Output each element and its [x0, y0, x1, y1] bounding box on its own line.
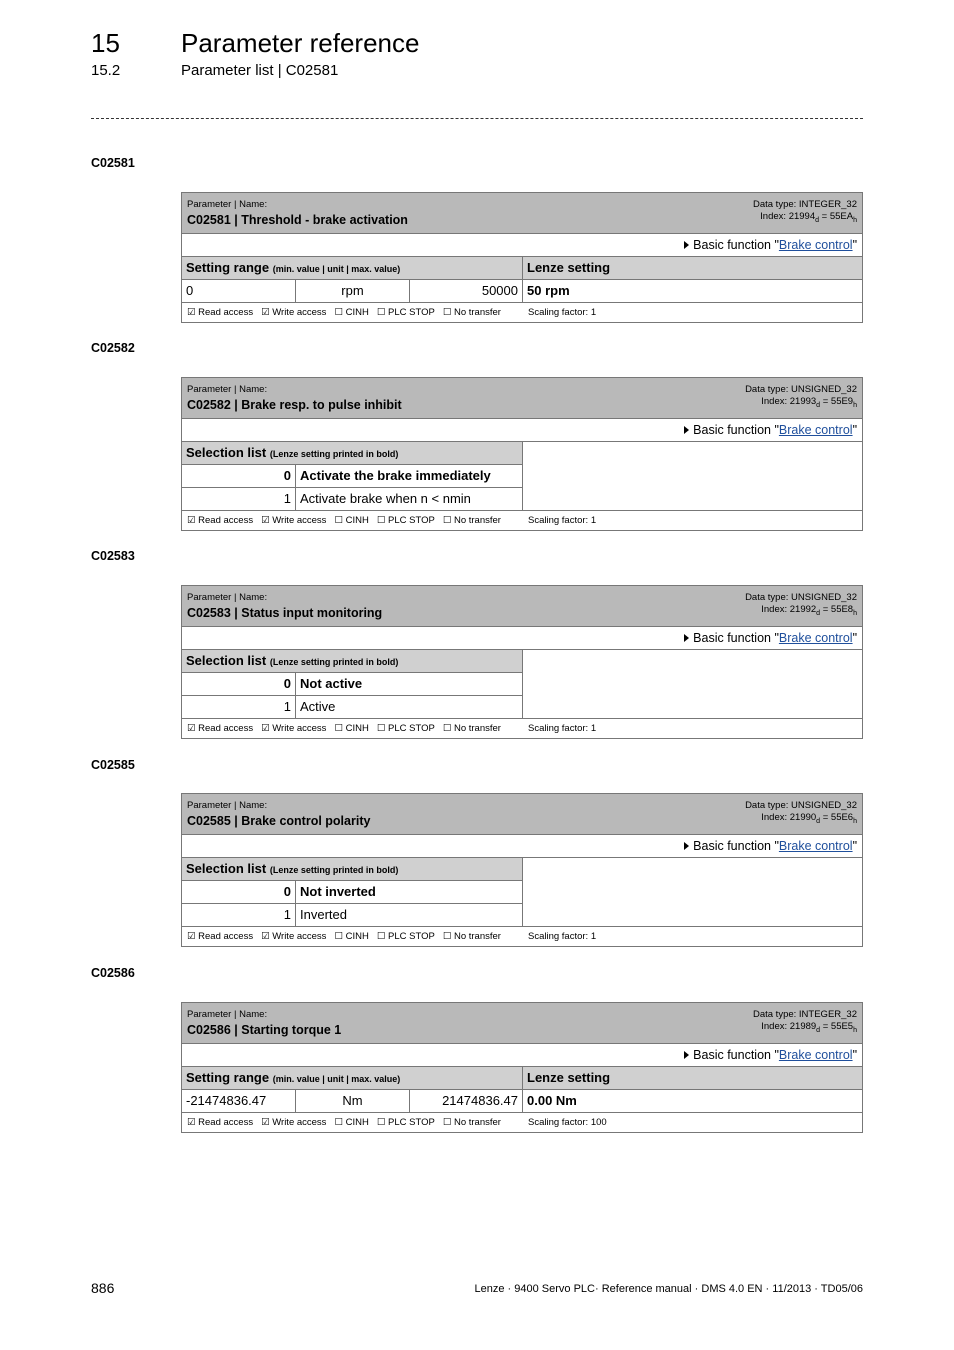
param-index: Index: $21992_d = 55E8_h$ [761, 604, 857, 617]
scaling-factor: Scaling factor: 100 [528, 1117, 607, 1128]
page-number: 886 [91, 1280, 115, 1296]
lenze-setting: 50 rpm [527, 283, 570, 298]
min-value: 0 [182, 280, 296, 302]
data-type: Data type: UNSIGNED_32 [745, 800, 857, 811]
unit: Nm [296, 1090, 410, 1112]
basic-function-row: Basic function "Brake control" [182, 1044, 862, 1067]
param-table-c02585 [181, 793, 863, 947]
brake-control-link[interactable]: Brake control [778, 1048, 853, 1062]
section-heading: C02585 [91, 758, 135, 772]
section-title: Parameter list | C02581 [181, 62, 339, 79]
param-header: Parameter | Name: C02585 | Brake control polarity Data type: UNSIGNED_32 Index: $21990_d = 55E6_h$ [182, 794, 862, 835]
setting-range-header: Setting range (min. value | unit | max. value) Lenze setting [182, 1067, 862, 1090]
setting-range-header: Setting range (min. value | unit | max. value) Lenze setting [182, 257, 862, 280]
param-name: C02585 | Brake control polarity [187, 814, 371, 828]
param-name: C02583 | Status input monitoring [187, 606, 383, 620]
scaling-factor: Scaling factor: 1 [528, 515, 597, 526]
access-footer: ☑ Read access ☑ Write access ☐ CINH ☐ PLC STOP ☐ No transfer Scaling factor: 1 [182, 303, 862, 322]
param-name: C02581 | Threshold - brake activation [187, 213, 408, 227]
dashed-rule [91, 118, 863, 119]
scaling-factor: Scaling factor: 1 [528, 307, 597, 318]
list-item: 0 Not inverted [182, 881, 522, 904]
document-info: Lenze · 9400 Servo PLC· Reference manual · DMS 4.0 EN · 11/2013 · TD05/06 [474, 1283, 863, 1295]
triangle-right-icon [684, 426, 689, 434]
section-heading: C02581 [91, 156, 135, 170]
brake-control-link[interactable]: Brake control [778, 839, 853, 853]
data-type: Data type: UNSIGNED_32 [745, 592, 857, 603]
setting-range-values [182, 280, 862, 303]
basic-function-row: Basic function "Brake control" [182, 627, 862, 650]
max-value: 50000 [410, 280, 523, 302]
data-type: Data type: UNSIGNED_32 [745, 384, 857, 395]
section-heading: C02583 [91, 549, 135, 563]
list-item: 1 Inverted [182, 904, 522, 926]
param-header: Parameter | Name: C02583 | Status input monitoring Data type: UNSIGNED_32 Index: $21992_d = 55E8_h$ [182, 586, 862, 627]
data-type: Data type: INTEGER_32 [752, 199, 857, 210]
triangle-right-icon [684, 1051, 689, 1059]
list-item: 0 Activate the brake immediately [182, 465, 522, 488]
param-index: Index: $21994_d = 55EA_h$ [760, 211, 857, 224]
unit: rpm [296, 280, 410, 302]
param-table-c02582 [181, 377, 863, 531]
basic-function-row: Basic function "Brake control" [182, 835, 862, 858]
param-table-c02581 [181, 192, 863, 323]
brake-control-link[interactable]: Brake control [778, 631, 853, 645]
list-item: 1 Activate brake when n < nmin [182, 488, 522, 510]
selection-list: Selection list (Lenze setting printed in bold) 0 Not inverted 1 Inverted [182, 858, 862, 927]
param-header: Parameter | Name: C02582 | Brake resp. to pulse inhibit Data type: UNSIGNED_32 Index: $21993_d = 55E9_h$ [182, 378, 862, 419]
brake-control-link[interactable]: Brake control [778, 238, 853, 252]
param-header: Parameter | Name: C02586 | Starting torque 1 Data type: INTEGER_32 Index: $21989_d = 55E5_h$ [182, 1003, 862, 1044]
section-heading: C02586 [91, 966, 135, 980]
selection-list: Selection list (Lenze setting printed in bold) 0 Activate the brake immediately 1 Activate brake when n < nmin [182, 442, 862, 511]
triangle-right-icon [684, 842, 689, 850]
scaling-factor: Scaling factor: 1 [528, 931, 597, 942]
access-footer: ☑ Read access ☑ Write access ☐ CINH ☐ PLC STOP ☐ No transfer Scaling factor: 1 [182, 511, 862, 530]
section-heading: C02582 [91, 341, 135, 355]
max-value: 21474836.47 [410, 1090, 523, 1112]
setting-range-values [182, 1090, 862, 1113]
section-number: 15.2 [91, 62, 121, 79]
selection-list: Selection list (Lenze setting printed in bold) 0 Not active 1 Active [182, 650, 862, 719]
list-item: 0 Not active [182, 673, 522, 696]
chapter-title: Parameter reference [181, 28, 420, 58]
data-type: Data type: INTEGER_32 [752, 1009, 857, 1020]
access-footer: ☑ Read access ☑ Write access ☐ CINH ☐ PLC STOP ☐ No transfer Scaling factor: 1 [182, 927, 862, 946]
param-index: Index: $21993_d = 55E9_h$ [761, 396, 857, 409]
chapter-number: 15 [91, 28, 120, 58]
param-header [182, 193, 862, 234]
param-index: Index: $21990_d = 55E6_h$ [761, 812, 857, 825]
triangle-right-icon [684, 241, 689, 249]
basic-function-row: Basic function "Brake control" [182, 419, 862, 442]
param-name: C02586 | Starting torque 1 [187, 1023, 342, 1037]
access-footer: ☑ Read access ☑ Write access ☐ CINH ☐ PLC STOP ☐ No transfer Scaling factor: 1 [182, 719, 862, 738]
scaling-factor: Scaling factor: 1 [528, 723, 597, 734]
lenze-setting: 0.00 Nm [527, 1093, 577, 1108]
access-footer: ☑ Read access ☑ Write access ☐ CINH ☐ PLC STOP ☐ No transfer Scaling factor: 100 [182, 1113, 862, 1132]
param-table-c02586 [181, 1002, 863, 1133]
param-table-c02583 [181, 585, 863, 739]
param-name: C02582 | Brake resp. to pulse inhibit [187, 398, 402, 412]
param-index: Index: $21989_d = 55E5_h$ [761, 1021, 857, 1034]
list-item: 1 Active [182, 696, 522, 718]
basic-function-row: Basic function "Brake control" [182, 234, 862, 257]
param-label: Parameter | Name: [187, 199, 268, 210]
min-value: -21474836.47 [182, 1090, 296, 1112]
triangle-right-icon [684, 634, 689, 642]
brake-control-link[interactable]: Brake control [778, 423, 853, 437]
